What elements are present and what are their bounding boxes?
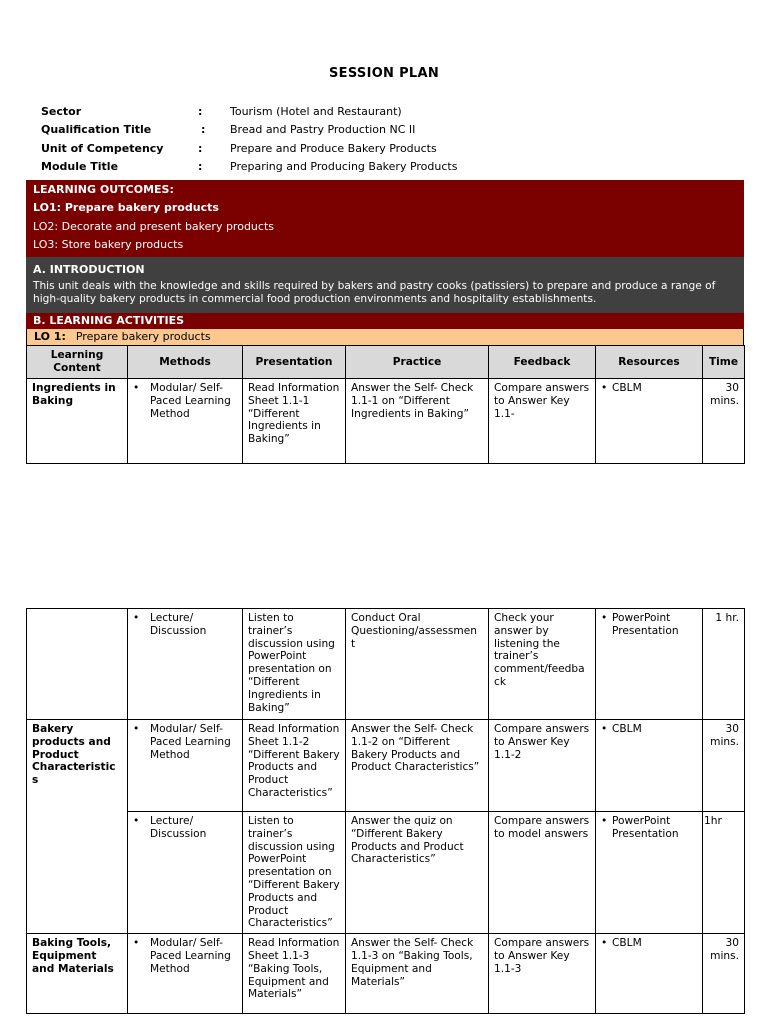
resource-bullet: • PowerPoint Presentation xyxy=(601,612,697,638)
cell-time: 30 mins. xyxy=(703,720,745,812)
cell-methods xyxy=(128,720,243,812)
meta-value: Tourism (Hotel and Restaurant) xyxy=(230,105,402,118)
resource-bullet: • PowerPoint Presentation xyxy=(601,815,697,841)
table-row xyxy=(27,720,745,812)
meta-value: Prepare and Produce Bakery Products xyxy=(230,141,437,155)
meta-value: Bread and Pastry Production NC II xyxy=(230,123,416,137)
meta-colon: : xyxy=(198,141,203,155)
cell-feedback: Compare answers to Answer Key 1.1-2 xyxy=(489,720,596,812)
meta-value: Preparing and Producing Bakery Products xyxy=(230,159,458,173)
cell-presentation: Read Information Sheet 1.1-1 “Different Ingredients in Baking” xyxy=(243,379,346,464)
cell-resources xyxy=(596,812,703,934)
method-bullet: • Modular/ Self-Paced Learning Method xyxy=(133,723,237,761)
cell-learning-content: Ingredients in Baking xyxy=(27,379,128,464)
cell-time: 30 mins. xyxy=(703,379,745,464)
cell-practice: Answer the quiz on “Different Bakery Products and Product Characteristics” xyxy=(346,812,489,934)
meta-key: Module Title xyxy=(41,159,119,173)
header-methods: Methods xyxy=(128,346,243,379)
cell-feedback: Compare answers to Answer Key 1.1-3 xyxy=(489,934,596,1014)
cell-learning-content: Bakery products and Product Characteristic s xyxy=(27,720,128,934)
introduction-heading: A. INTRODUCTION xyxy=(33,263,145,276)
meta-colon: : xyxy=(198,105,203,118)
learning-outcome-item: LO2: Decorate and present bakery products xyxy=(33,219,274,233)
cell-learning-content xyxy=(27,609,128,720)
resource-bullet: • CBLM xyxy=(601,937,697,950)
meta-colon: : xyxy=(198,159,203,173)
resource-bullet: • CBLM xyxy=(601,382,697,395)
cell-methods xyxy=(128,934,243,1014)
cell-methods xyxy=(128,379,243,464)
resource-bullet: • CBLM xyxy=(601,723,697,736)
cell-presentation: Listen to trainer’s discussion using PowerPoint presentation on “Different Bakery Products and Product Characteristics” xyxy=(243,812,346,934)
cell-methods xyxy=(128,609,243,720)
cell-feedback: Check your answer by listening the trainer’s comment/feedba ck xyxy=(489,609,596,720)
meta-colon: : xyxy=(201,123,206,137)
table-header-row xyxy=(27,346,745,379)
learning-outcomes-heading: LEARNING OUTCOMES: xyxy=(33,183,174,196)
learning-outcomes-box xyxy=(26,180,744,257)
learning-outcome-item: LO1: Prepare bakery products xyxy=(33,201,219,215)
header-presentation: Presentation xyxy=(243,346,346,379)
header-feedback: Feedback xyxy=(489,346,596,379)
cell-resources xyxy=(596,934,703,1014)
method-bullet: • Lecture/ Discussion xyxy=(133,815,237,841)
table-row xyxy=(27,934,745,1014)
cell-practice: Answer the Self- Check 1.1-1 on “Different Ingredients in Baking” xyxy=(346,379,489,464)
cell-time: 30 mins. xyxy=(703,934,745,1014)
lo1-label: LO 1: xyxy=(34,330,66,343)
cell-time: 1hr xyxy=(703,812,745,934)
learning-outcome-item: LO3: Store bakery products xyxy=(33,237,184,251)
activities-table-page2 xyxy=(26,608,745,1014)
method-bullet: • Modular/ Self-Paced Learning Method xyxy=(133,937,237,975)
meta-key: Sector xyxy=(41,105,82,118)
cell-practice: Conduct Oral Questioning/assessmen t xyxy=(346,609,489,720)
header-time: Time xyxy=(703,346,745,379)
method-bullet: • Modular/ Self-Paced Learning Method xyxy=(133,382,237,420)
cell-practice: Answer the Self- Check 1.1-3 on “Baking Tools, Equipment and Materials” xyxy=(346,934,489,1014)
table-row xyxy=(27,812,745,934)
learning-activities-heading: B. LEARNING ACTIVITIES xyxy=(26,313,744,329)
cell-presentation: Read Information Sheet 1.1-2 “Different Bakery Products and Product Characteristics” xyxy=(243,720,346,812)
cell-time: 1 hr. xyxy=(703,609,745,720)
cell-feedback: Compare answers to Answer Key 1.1- xyxy=(489,379,596,464)
header-practice: Practice xyxy=(346,346,489,379)
table-row xyxy=(27,609,745,720)
activities-table-page1 xyxy=(26,345,745,464)
introduction-box xyxy=(26,257,744,313)
cell-feedback: Compare answers to model answers xyxy=(489,812,596,934)
cell-resources xyxy=(596,720,703,812)
cell-resources xyxy=(596,379,703,464)
method-bullet: • Lecture/ Discussion xyxy=(133,612,237,638)
lo1-text: Prepare bakery products xyxy=(75,330,211,343)
lo1-bar xyxy=(26,329,744,345)
introduction-text: This unit deals with the knowledge and skills required by bakers and pastry cooks (patissiers) to prepare and produce a range of high-quality bakery products in commercial food production environments and hospitality establishments. xyxy=(33,280,716,305)
cell-presentation: Read Information Sheet 1.1-3 “Baking Tools, Equipment and Materials” xyxy=(243,934,346,1014)
header-learning-content: Learning Content xyxy=(27,346,128,379)
page-title: SESSION PLAN xyxy=(328,66,440,81)
cell-learning-content: Baking Tools, Equipment and Materials xyxy=(27,934,128,1014)
header-resources: Resources xyxy=(596,346,703,379)
table-row xyxy=(27,379,745,464)
cell-methods xyxy=(128,812,243,934)
meta-key: Unit of Competency xyxy=(41,141,164,155)
meta-key: Qualification Title xyxy=(41,123,152,137)
cell-practice: Answer the Self- Check 1.1-2 on “Different Bakery Products and Product Characteristics” xyxy=(346,720,489,812)
cell-presentation: Listen to trainer’s discussion using PowerPoint presentation on “Different Ingredients in Baking” xyxy=(243,609,346,720)
cell-resources xyxy=(596,609,703,720)
